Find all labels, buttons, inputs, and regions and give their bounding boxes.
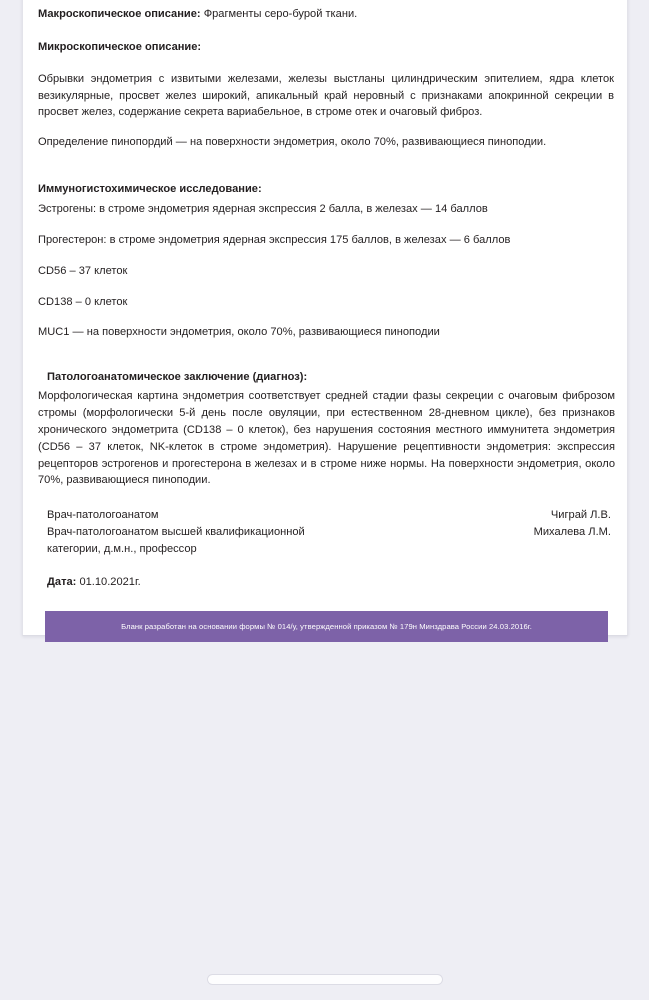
macroscopic-description-value: Фрагменты серо-бурой ткани.: [200, 8, 358, 20]
ihc-row-estrogen: Эстрогены: в строме эндометрия ядерная экспрессия 2 балла, в железах — 14 баллов: [38, 203, 488, 216]
document-date-label: Дата:: [47, 575, 77, 588]
ihc-row-progesterone: Прогестерон: в строме эндометрия ядерная экспрессия 175 баллов, в железах — 6 баллов: [38, 233, 511, 246]
signature-role: категории, д.м.н., профессор: [47, 543, 197, 556]
document-content: [23, 0, 629, 642]
signature-name: Чиграй Л.В.: [550, 509, 611, 522]
document-date-value: 01.10.2021г.: [76, 575, 141, 588]
signature-role: Врач-патологоанатом: [47, 509, 159, 522]
signature-block: [38, 507, 615, 558]
ihc-row-muc1: MUC1 — на поверхности эндометрия, около 70%, развивающиеся пиноподии: [38, 326, 440, 339]
signature-row: [47, 524, 615, 541]
document-page: [22, 0, 628, 636]
horizontal-scrollbar-track[interactable]: [208, 975, 442, 984]
macroscopic-description-label: Макроскопическое описание:: [38, 8, 201, 20]
ihc-row-cd56: CD56 – 37 клеток: [38, 264, 128, 277]
ihc-row-cd138: CD138 – 0 клеток: [38, 295, 128, 308]
signature-row: [47, 507, 615, 524]
signature-role: Врач-патологоанатом высшей квалификационной: [47, 526, 305, 539]
macroscopic-description-paragraph: [38, 6, 615, 23]
signature-name: Михалева Л.М.: [533, 526, 611, 539]
form-basis-banner: [45, 611, 608, 642]
immunohistochemistry-label: Иммуногистохимическое исследование:: [38, 183, 262, 196]
pinopodia-determination-paragraph: Определение пинопордий — на поверхности эндометрия, около 70%, развивающиеся пиноподии.: [38, 136, 547, 149]
signature-row: [47, 541, 615, 558]
microscopic-description-label: Микроскопическое описание:: [38, 40, 202, 53]
horizontal-scrollbar-thumb[interactable]: [208, 975, 442, 984]
microscopic-description-body: Обрывки эндометрия с извитыми железами, железы выстланы цилиндрическим эпителием, ядра клеток везикулярные, просвет желез широкий, апикальный край неровный с признаками апокринной секреции в просвет желез, содержание секрета вариабельное, в строме отек и очаговый фиброз.: [38, 72, 614, 119]
conclusion-label: Патологоанатомическое заключение (диагноз):: [47, 371, 308, 384]
form-basis-banner-text: Бланк разработан на основании формы № 014/у, утвержденной приказом № 179н Минздрава России 24.03.2016г.: [121, 621, 532, 631]
conclusion-body: Морфологическая картина эндометрия соответствует средней стадии фазы секреции с очаговым фиброзом стромы (морфологически 5-й день после овуляции, при естественном 28-дневном цикле), без признаков хронического эндометрита (CD138 – 0 клеток), без нарушения состояния местного иммунитета эндометрия (CD56 – 37 клеток, NK-клеток в строме эндометрия). Нарушение рецептивности эндометрия: экспрессия рецепторов эстрогенов и прогестерона в железах и в строме ниже нормы. На поверхности эндометрия, около 70%, развивающиеся пиноподии.: [38, 390, 615, 487]
document-date: [38, 574, 615, 591]
